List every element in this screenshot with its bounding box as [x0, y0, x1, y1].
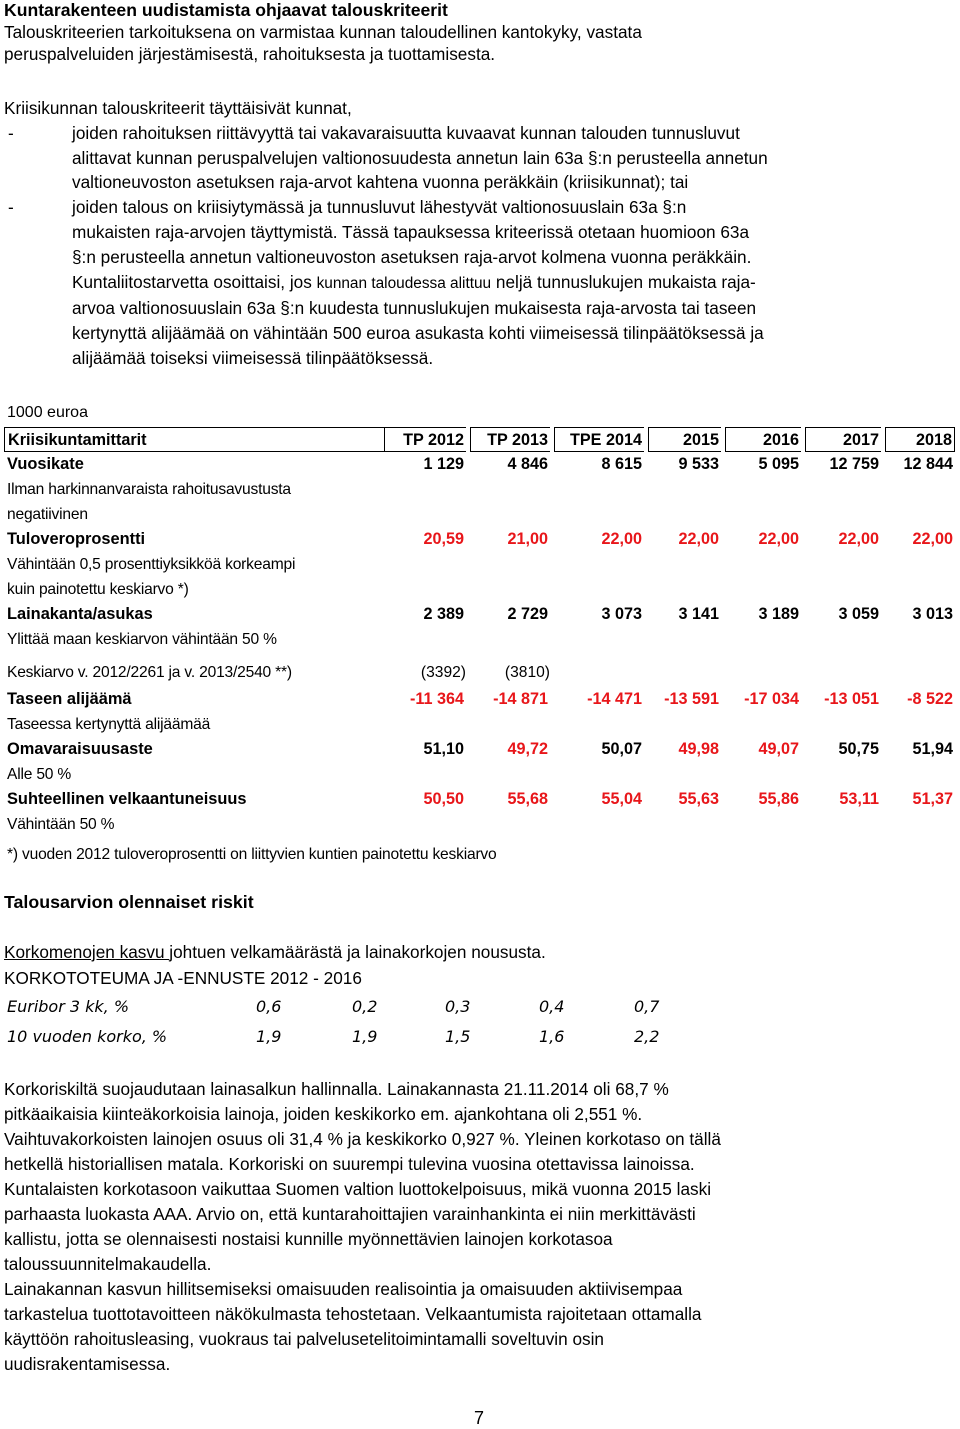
- rate-label: 10 vuoden korko, %: [7, 1027, 168, 1046]
- risk-paragraph-line: Kuntalaisten korkotasoon vaikuttaa Suomen valtion luottokelpoisuus, mikä vuonna 2015 laski: [4, 1179, 712, 1199]
- column-header: TP 2012: [384, 427, 466, 452]
- table-header-row: [4, 427, 955, 452]
- column-header: 2018: [885, 427, 955, 452]
- table-subrow: [4, 552, 955, 577]
- criteria-item1-line3: valtioneuvoston asetuksen raja-arvot kahtena vuonna peräkkäin (kriisikunnat); tai: [72, 172, 689, 192]
- criterion-value: 55,68: [507, 790, 548, 808]
- criterion-value: 1 129: [423, 455, 464, 473]
- table-row: [4, 652, 955, 687]
- criterion-value: 49,07: [758, 740, 799, 758]
- rate-value: 0,7: [634, 997, 660, 1016]
- section-heading: Kuntarakenteen uudistamista ohjaavat talouskriteerit: [4, 0, 448, 20]
- rate-value: 0,3: [445, 997, 471, 1016]
- risk-paragraph-line: parhaasta luokasta AAA. Arvio on, että kuntarahoittajien varainhankinta ei niin merkittävästi: [4, 1204, 696, 1224]
- column-header: 2016: [725, 427, 801, 452]
- table-subrow: [4, 762, 955, 787]
- criterion-label: Vuosikate: [7, 455, 84, 473]
- rate-value: 2,2: [634, 1027, 660, 1046]
- criterion-value: 55,63: [678, 790, 719, 808]
- criterion-value: 3 013: [912, 605, 953, 623]
- risk-paragraph-line: Korkoriskiltä suojaudutaan lainasalkun hallinnalla. Lainakannasta 21.11.2014 oli 68,7 %: [4, 1079, 669, 1099]
- risk-paragraph-line: käyttöön rahoitusleasing, vuokraus tai palvelusetelitoimintamalli soveltuvin osin: [4, 1329, 604, 1349]
- risk-paragraph-line: uudisrakentamisessa.: [4, 1354, 171, 1374]
- criterion-label: Suhteellinen velkaantuneisuus: [7, 790, 247, 808]
- risks-lead: [4, 942, 546, 962]
- criterion-value: 12 759: [829, 455, 879, 473]
- criterion-value: 50,50: [423, 790, 464, 808]
- risk-paragraph-line: kallistu, jotta se olennaisesti nostaisi kunnille myönnettävien lainojen korkotasoa: [4, 1229, 613, 1249]
- criterion-value: 3 189: [758, 605, 799, 623]
- table-subrow: [4, 712, 955, 737]
- criterion-threshold: Ylittää maan keskiarvon vähintään 50 %: [7, 631, 277, 648]
- criterion-value: 49,98: [678, 740, 719, 758]
- criterion-value: 21,00: [507, 530, 548, 548]
- table-unit: 1000 euroa: [7, 404, 88, 421]
- bullet-dash: -: [8, 123, 14, 143]
- criterion-value: 22,00: [912, 530, 953, 548]
- rate-value: 0,6: [256, 997, 282, 1016]
- table-row: [4, 787, 955, 812]
- item3-post: neljä tunnuslukujen mukaista raja-: [491, 272, 756, 292]
- rate-value: 0,2: [352, 997, 378, 1016]
- criterion-threshold: Ilman harkinnanvaraista rahoitusavustusta: [7, 481, 291, 498]
- criteria-lead: Kriisikunnan talouskriteerit täyttäisivät kunnat,: [4, 98, 352, 118]
- risk-paragraph-line: Lainakannan kasvun hillitsemiseksi omaisuuden realisointia ja omaisuuden aktiivisempaa: [4, 1279, 683, 1299]
- criteria-item1-line2: alittavat kunnan peruspalvelujen valtionosuudesta annetun lain 63a §:n perusteella annetun: [72, 148, 768, 168]
- criterion-value: 22,00: [601, 530, 642, 548]
- column-header: TP 2013: [470, 427, 550, 452]
- rate-value: 1,9: [352, 1027, 378, 1046]
- criterion-value: 50,75: [838, 740, 879, 758]
- criterion-value: -8 522: [907, 690, 953, 708]
- criteria-item3-line2: arvoa valtionosuuslain 63a §:n kuudesta tunnuslukujen mukaisesta raja-arvosta tai taseen: [72, 298, 757, 318]
- criterion-value: -13 051: [824, 690, 879, 708]
- item3-pre: Kuntaliitostarvetta osoittaisi, jos: [72, 272, 317, 292]
- criterion-value: 2 729: [507, 605, 548, 623]
- table-row: [4, 602, 955, 627]
- criterion-value: -11 364: [409, 690, 464, 708]
- column-header: 2017: [805, 427, 881, 452]
- criteria-item1-line1: joiden rahoituksen riittävyyttä tai vakavaraisuutta kuvaavat kunnan talouden tunnusluvut: [72, 123, 740, 143]
- column-header: 2015: [648, 427, 721, 452]
- table-row: [4, 737, 955, 762]
- criterion-value: 3 073: [601, 605, 642, 623]
- table-subrow: [4, 502, 955, 527]
- criterion-value: 51,94: [912, 740, 953, 758]
- criterion-label: Tuloveroprosentti: [7, 530, 146, 548]
- criterion-value: 5 095: [758, 455, 799, 473]
- criterion-value: 4 846: [507, 455, 548, 473]
- table-subrow: [4, 627, 955, 652]
- header-label: Kriisikuntamittarit: [4, 427, 384, 452]
- criterion-value: -14 871: [493, 690, 548, 708]
- page-number: 7: [474, 1408, 485, 1428]
- criteria-item2-line1: joiden talous on kriisiytymässä ja tunnusluvut lähestyvät valtionosuuslain 63a §:n: [72, 197, 687, 217]
- rate-value: 0,4: [539, 997, 565, 1016]
- rate-row-euribor: [7, 997, 707, 1017]
- risk-paragraph-line: tarkastelua tuottotavoitteen näkökulmasta tehostetaan. Velkaantumista rajoitetaan ottamalla: [4, 1304, 702, 1324]
- criterion-value: 8 615: [601, 455, 642, 473]
- criteria-table: [4, 427, 955, 837]
- risk-paragraph-line: taloussuunnitelmakaudella.: [4, 1254, 212, 1274]
- criterion-threshold: negatiivinen: [7, 506, 88, 523]
- criterion-value: 22,00: [838, 530, 879, 548]
- criteria-item2-line3: §:n perusteella annetun valtioneuvoston asetuksen raja-arvot kolmena vuonna peräkkäin.: [72, 247, 752, 267]
- criterion-threshold: kuin painotettu keskiarvo *): [7, 581, 189, 598]
- criteria-item2-line2: mukaisten raja-arvojen täyttymistä. Tässä tapauksessa kriteerissä otetaan huomioon 63a: [72, 222, 750, 242]
- criterion-value: -14 471: [587, 690, 642, 708]
- criterion-value: 20,59: [423, 530, 464, 548]
- criteria-item3-line1: [72, 272, 756, 294]
- criterion-value: 3 059: [838, 605, 879, 623]
- criterion-value: 3 141: [678, 605, 719, 623]
- criteria-item3-line3: kertynyttä alijäämää on vähintään 500 euroa asukasta kohti viimeisessä tilinpäätöksessä ja: [72, 323, 764, 343]
- column-header: TPE 2014: [554, 427, 644, 452]
- criterion-value: -17 034: [744, 690, 799, 708]
- criterion-value: 22,00: [678, 530, 719, 548]
- criterion-label: Omavaraisuusaste: [7, 740, 153, 758]
- criterion-threshold: Taseessa kertynyttä alijäämää: [7, 716, 211, 733]
- criterion-value: 9 533: [678, 455, 719, 473]
- intro-line-2: peruspalveluiden järjestämisestä, rahoituksesta ja tuottamisesta.: [4, 44, 496, 64]
- table-subrow: [4, 577, 955, 602]
- criterion-value: 51,10: [423, 740, 464, 758]
- risk-paragraph-line: pitkäaikaisia kiinteäkorkoisia lainoja, joiden keskikorko em. ajankohtana oli 2,551 %.: [4, 1104, 643, 1124]
- table-subrow: [4, 812, 955, 837]
- criterion-label: Taseen alijäämä: [7, 690, 132, 708]
- rate-value: 1,6: [539, 1027, 565, 1046]
- criterion-value: 50,07: [601, 740, 642, 758]
- table-subrow: [4, 477, 955, 502]
- risk-paragraph-line: hetkellä historiallisen matala. Korkoriski on suurempi tulevina vuosina otettavissa lainoissa.: [4, 1154, 695, 1174]
- rate-label: Euribor 3 kk, %: [7, 997, 130, 1016]
- risk-paragraph-line: Vaihtuvakorkoisten lainojen osuus oli 31,4 % ja keskikorko 0,927 %. Yleinen korkotaso on tällä: [4, 1129, 721, 1149]
- table-row: [4, 687, 955, 712]
- risks-heading: Talousarvion olennaiset riskit: [4, 892, 254, 912]
- table-footnote: *) vuoden 2012 tuloveroprosentti on liittyvien kuntien painotettu keskiarvo: [7, 846, 497, 863]
- item3-mid: kunnan taloudessa alittuu: [316, 275, 492, 292]
- rate-row-10y: [7, 1027, 707, 1047]
- table-row: [4, 527, 955, 552]
- criterion-value: 49,72: [507, 740, 548, 758]
- risks-lead-underlined: Korkomenojen kasvu: [4, 942, 170, 962]
- keskiarvo-value: (3392): [420, 664, 466, 681]
- rate-value: 1,5: [445, 1027, 471, 1046]
- criterion-value: -13 591: [664, 690, 719, 708]
- criterion-value: 51,37: [912, 790, 953, 808]
- criterion-label: Lainakanta/asukas: [7, 605, 153, 623]
- rate-table-title: KORKOTOTEUMA JA -ENNUSTE 2012 - 2016: [4, 968, 362, 988]
- rate-value: 1,9: [256, 1027, 282, 1046]
- criterion-value: 2 389: [423, 605, 464, 623]
- bullet-dash: -: [8, 197, 14, 217]
- keskiarvo-value: (3810): [504, 664, 550, 681]
- risks-lead-rest: johtuen velkamäärästä ja lainakorkojen noususta.: [169, 942, 546, 962]
- criterion-value: 22,00: [758, 530, 799, 548]
- criteria-item3-line4: alijäämää toiseksi viimeisessä tilinpäätöksessä.: [72, 348, 434, 368]
- criterion-threshold: Vähintään 0,5 prosenttiyksikköä korkeampi: [7, 556, 296, 573]
- table-row: [4, 452, 955, 477]
- keskiarvo-label: Keskiarvo v. 2012/2261 ja v. 2013/2540 **): [7, 664, 292, 681]
- criterion-threshold: Alle 50 %: [7, 766, 72, 783]
- criterion-value: 55,86: [758, 790, 799, 808]
- criterion-value: 55,04: [601, 790, 642, 808]
- criterion-threshold: Vähintään 50 %: [7, 816, 115, 833]
- criterion-value: 12 844: [903, 455, 953, 473]
- intro-line-1: Talouskriteerien tarkoituksena on varmistaa kunnan taloudellinen kantokyky, vastata: [4, 22, 642, 42]
- criterion-value: 53,11: [839, 790, 879, 808]
